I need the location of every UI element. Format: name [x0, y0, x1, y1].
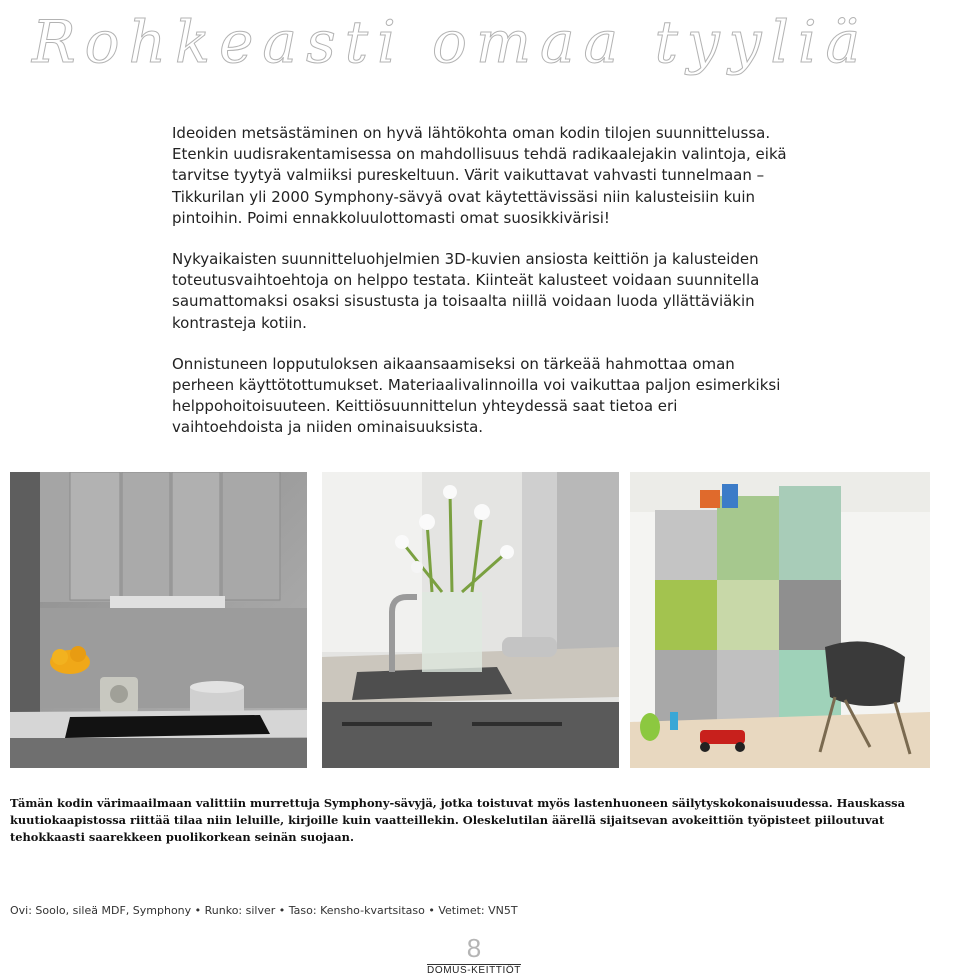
- kitchen-photo-illustration: [10, 472, 307, 768]
- article-body: [172, 123, 792, 459]
- page-headline: Rohkeasti omaa tyyliä: [32, 8, 870, 76]
- paragraph-2: Nykyaikaisten suunnitteluohjelmien 3D-kuvien ansiosta keittiön ja kalusteiden toteutusvaihtoehtoja on helppo testata. Kiinteät kalusteet voidaan suunnitella saumattomaksi osaksi sisustusta ja toisaalta niillä voidaan luoda yllättäviäkin kontrasteja kotiin.: [172, 250, 760, 332]
- kidsroom-photo: [630, 472, 930, 768]
- paragraph-3: Onnistuneen lopputuloksen aikaansaamiseksi on tärkeää hahmottaa oman perheen käyttötottumukset. Materiaalivalinnoilla voi vaikuttaa paljon esimerkiksi helppohoitoisuuteen. Keittiösuunnittelun yhteydessä saat tietoa eri vaihtoehdoista ja niiden ominaisuuksista.: [172, 354, 781, 437]
- photo-caption: Tämän kodin värimaailmaan valittiin murrettuja Symphony-sävyjä, jotka toistuvat myös lastenhuoneen säilytyskokonaisuudessa. Hauskassa kuutiokaapistossa riittää tilaa niin leluille, kirjoille kuin vaatteillekin. Oleskelutilan äärellä sijaitsevan avokeittiön työpisteet piiloutuvat tehokkaasti saarekkeen puolikorkean seinän suojaan.: [10, 796, 905, 844]
- kitchen-photo: [10, 472, 307, 768]
- paragraph-1: Ideoiden metsästäminen on hyvä lähtökohta oman kodin tilojen suunnittelussa. Etenkin uudisrakentamisessa on mahdollisuus tehdä radikaalejakin valintoja, eikä tarvitse tyytyä valmiiksi pureskeltuun. Värit vaikuttavat vahvasti tunnelmaan –Tikkurilan yli 2000 Symphony-sävyä ovat käytettävissäsi niin kalusteisiin kuin pintoihin. Poimi ennakkoluulottomasti omat suosikkivärisi!: [172, 124, 787, 227]
- sink-photo: [322, 472, 619, 768]
- kidsroom-photo-illustration: [630, 472, 930, 768]
- product-specs: Ovi: Soolo, sileä MDF, Symphony • Runko: silver • Taso: Kensho-kvartsitaso • Vetimet: VN5T: [10, 904, 518, 917]
- publication-name: DOMUS-KEITTIÖT: [427, 965, 521, 976]
- page-number: 8: [466, 933, 482, 963]
- sink-photo-illustration: [322, 472, 619, 768]
